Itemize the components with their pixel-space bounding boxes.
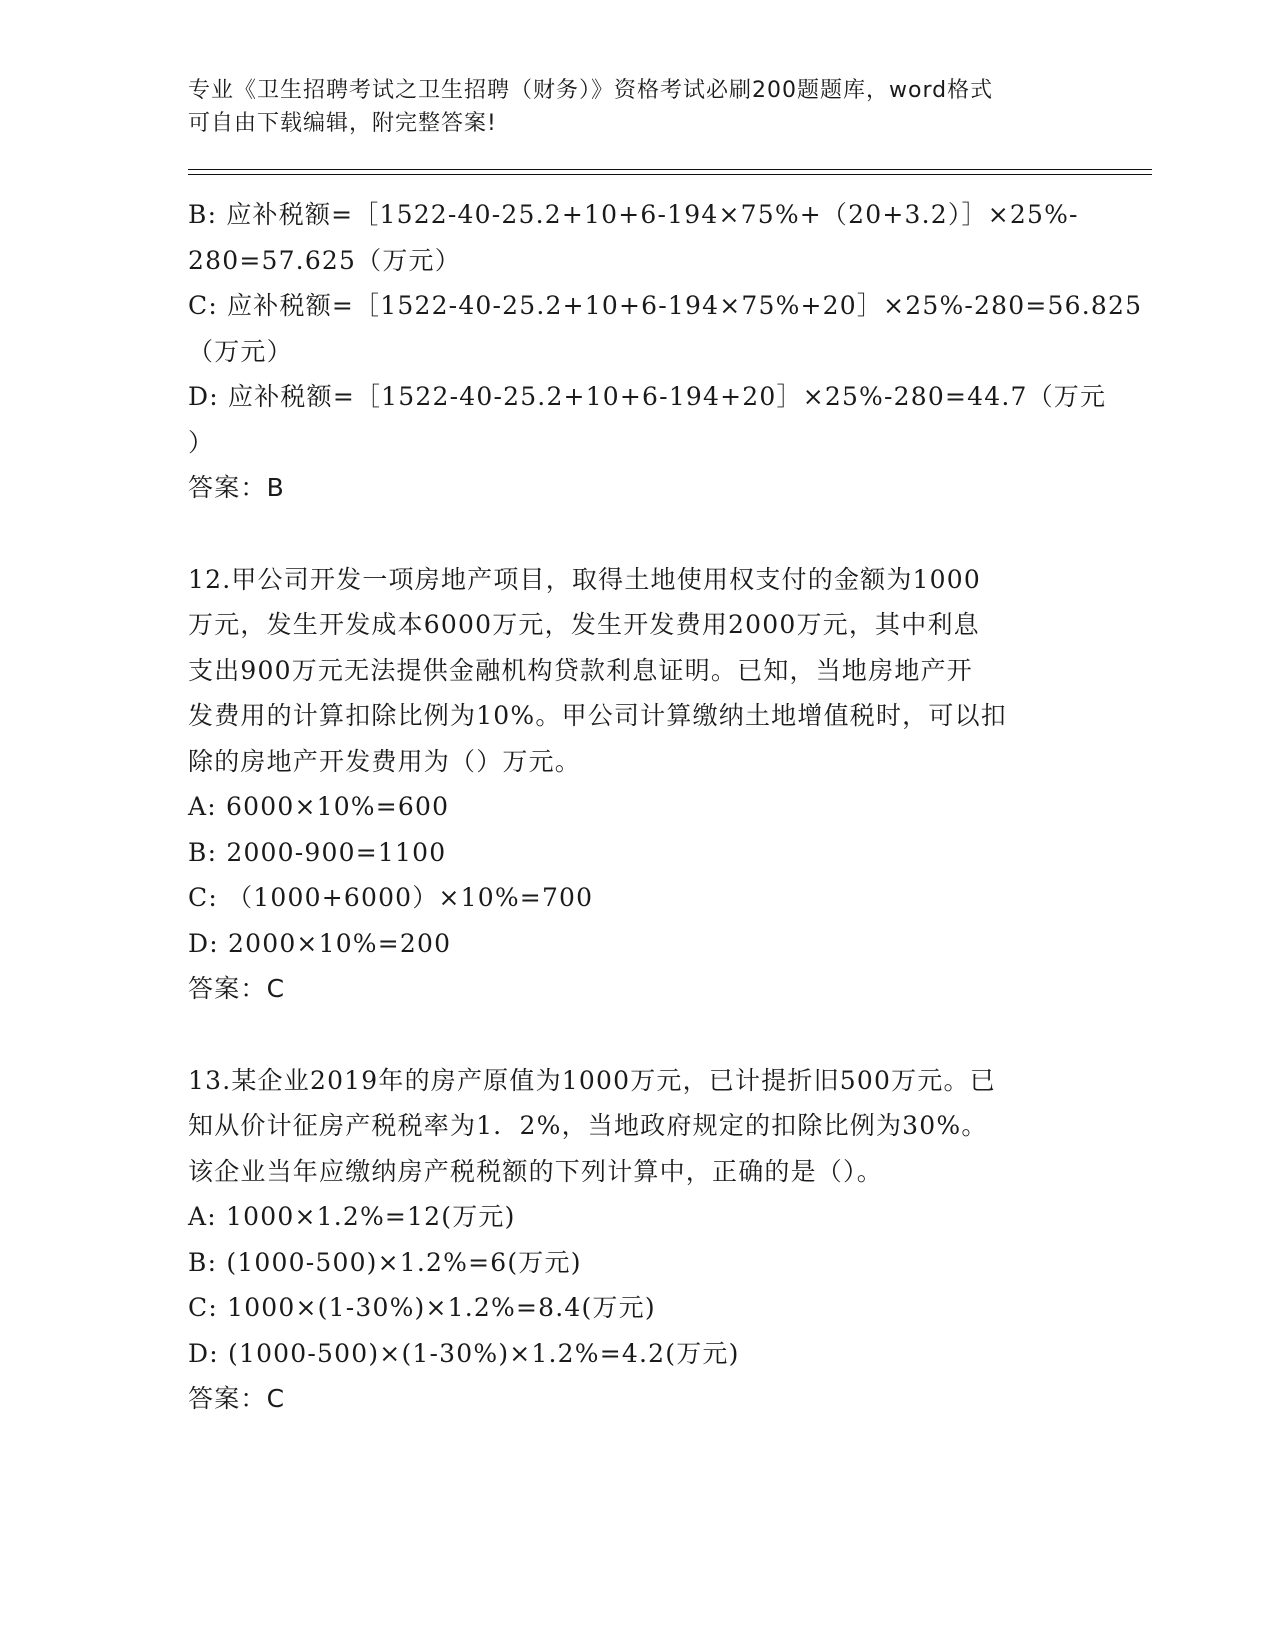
q12-stem-line: 支出900万元无法提供金融机构贷款利息证明。已知，当地房地产开 — [188, 655, 973, 685]
header-rule-bottom — [188, 174, 1152, 175]
q11-option-d-line-1: D: 应补税额=［1522-40-25.2+10+6-194+20］×25%-280=44.7（万元 — [188, 382, 1107, 411]
q12-stem-line: 除的房地产开发费用为（）万元。 — [188, 746, 582, 776]
question-13 — [188, 1058, 1088, 1422]
q12-answer: 答案：C — [188, 974, 286, 1003]
q13-stem-line: 该企业当年应缴纳房产税税额的下列计算中，正确的是（）。 — [188, 1156, 883, 1186]
q13-answer: 答案：C — [188, 1384, 286, 1413]
q11-option-c-line-1: C: 应补税额=［1522-40-25.2+10+6-194×75%+20］×25%-280=56.825 — [188, 291, 1143, 320]
question-spacer — [188, 1012, 1088, 1058]
q11-option-c-line-2: （万元） — [188, 336, 293, 366]
q11-option-d-line-2: ） — [188, 427, 215, 457]
document-body — [188, 192, 1143, 1422]
header-title-line-2: 可自由下载编辑，附完整答案! — [188, 111, 497, 136]
q13-option-c: C: 1000×(1-30%)×1.2%=8.4(万元) — [188, 1293, 656, 1322]
document-header — [188, 74, 1088, 140]
q12-option-c: C: （1000+6000）×10%=700 — [188, 883, 594, 912]
q11-answer: 答案：B — [188, 473, 285, 502]
question-11-continued — [188, 192, 1143, 511]
q12-stem-line: 万元，发生开发成本6000万元，发生开发费用2000万元，其中利息 — [188, 610, 980, 639]
q12-option-d: D: 2000×10%=200 — [188, 928, 452, 958]
q11-option-b-line-2: 280=57.625（万元） — [188, 245, 461, 275]
q11-option-b-line-1: B: 应补税额=［1522-40-25.2+10+6-194×75%+（20+3.2）］×25%- — [188, 200, 1079, 229]
q13-stem-line: 13.某企业2019年的房产原值为1000万元，已计提折旧500万元。已 — [188, 1065, 996, 1095]
q12-stem-line: 发费用的计算扣除比例为10%。甲公司计算缴纳土地增值税时，可以扣 — [188, 701, 1007, 730]
q12-option-a: A: 6000×10%=600 — [188, 792, 450, 821]
q13-option-d: D: (1000-500)×(1-30%)×1.2%=4.2(万元) — [188, 1338, 740, 1368]
q12-stem-line: 12.甲公司开发一项房地产项目，取得土地使用权支付的金额为1000 — [188, 564, 981, 594]
q13-option-b: B: (1000-500)×1.2%=6(万元) — [188, 1247, 582, 1277]
q13-stem-line: 知从价计征房产税税率为1．2%，当地政府规定的扣除比例为30%。 — [188, 1111, 988, 1140]
question-12 — [188, 557, 1088, 1012]
question-spacer — [188, 511, 1088, 557]
q12-option-b: B: 2000-900=1100 — [188, 837, 447, 867]
header-rule-top — [188, 169, 1152, 170]
header-title-line-1: 专业《卫生招聘考试之卫生招聘（财务）》资格考试必刷200题题库，word格式 — [188, 78, 994, 103]
q13-option-a: A: 1000×1.2%=12(万元) — [188, 1202, 516, 1231]
